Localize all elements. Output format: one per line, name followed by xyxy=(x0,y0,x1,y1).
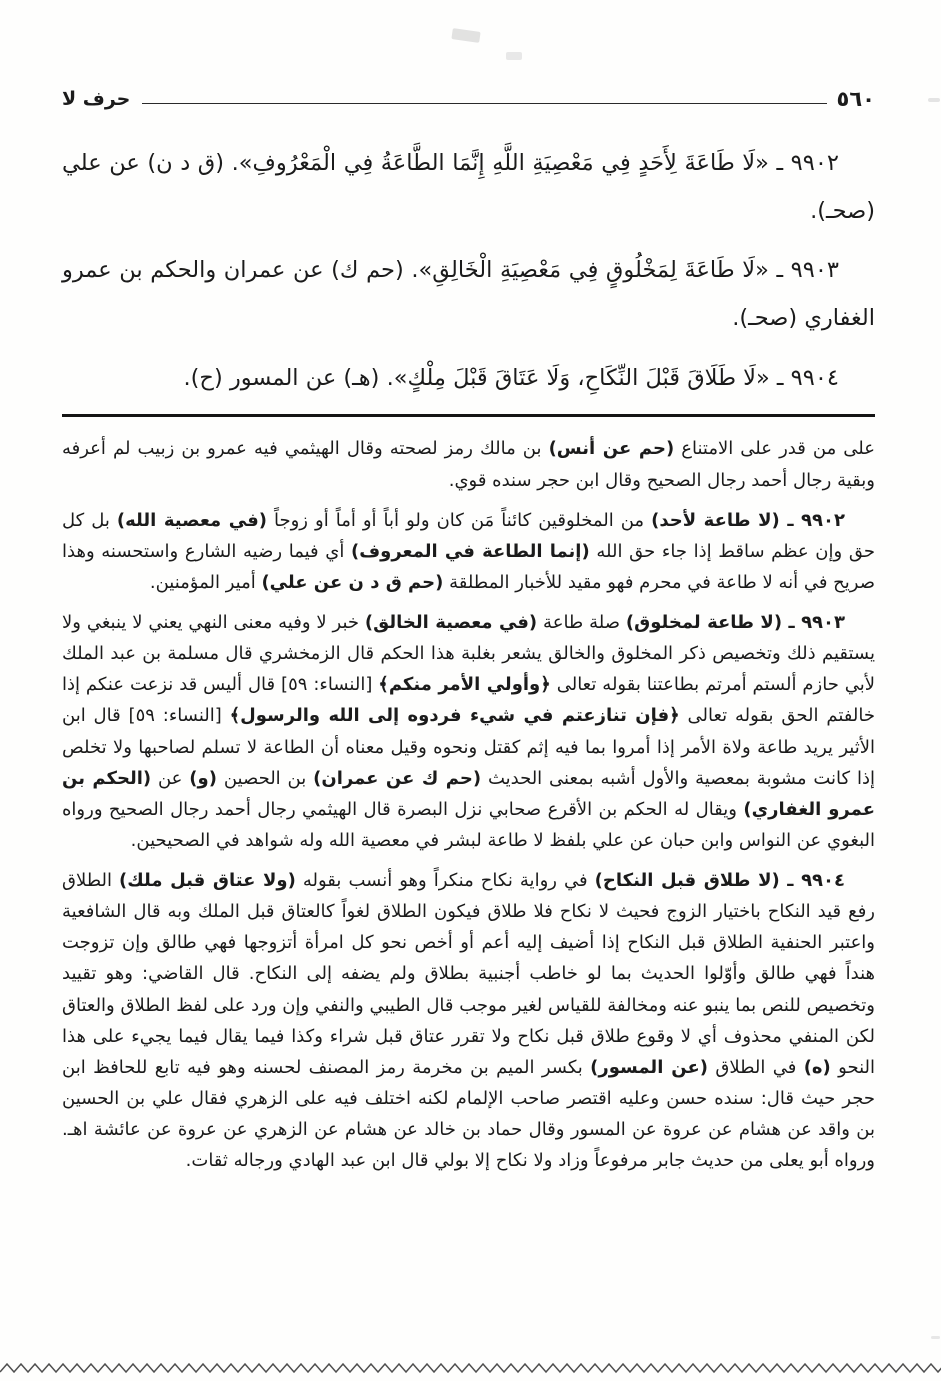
hadith-entry-9902: ٩٩٠٢ ـ «لَا طَاعَةَ لِأَحَدٍ فِي مَعْصِيَةِ اللَّهِ إِنَّمَا الطَّاعَةُ فِي الْمَعْرُوفِ». (ق د ن) عن علي (صحـ). xyxy=(62,150,875,224)
scan-artifact xyxy=(928,98,940,102)
commentary-paragraph-9903: ٩٩٠٣ ـ (لا طاعة لمخلوق) صلة طاعة (في معصية الخالق) خبر لا وفيه معنى النهي يعني لا ينبغي ولا يستقيم ذلك وتخصيص ذكر المخلوق والخالق يشعر بغلبة هذا الحكم قال الزمخشري قال مسلمة بن عبد الملك لأبي حازم ألستم أمرتم بطاعتنا بقوله تعالى ﴿وأولي الأمر منكم﴾ [النساء: ٥٩] قال أليس قد نزعت عنكم إذا خالفتم الحق بقوله تعالى ﴿فإن تنازعتم في شيء فردوه إلى الله والرسول﴾ [النساء: ٥٩] قال ابن الأثير يريد طاعة ولاة الأمر إذا أمروا بما فيه إثم كقتل ونحوه وقيل معناه أن الطاعة لا تسلم لصاحبها ولا تخلص إذا كانت مشوبة بمعصية والأول أشبه بمعنى الحديث (حم ك عن عمران) بن الحصين (و) عن (الحكم بن عمرو الغفاري) ويقال له الحكم بن الأقرع صحابي نزل البصرة قال الهيثمي رجال أحمد رجال الصحيح ورواه البغوي عن النواس وابن حبان عن علي بلفظ لا طاعة لبشر في معصية الله وله شواهد في الصحيحين. xyxy=(62,612,876,851)
scan-artifact xyxy=(506,52,522,60)
page-number: ٥٦٠ xyxy=(836,87,875,111)
hadith-entry-9903: ٩٩٠٣ ـ «لَا طَاعَةَ لِمَخْلُوقٍ فِي مَعْصِيَةِ الْخَالِقِ». (حم ك) عن عمران والحكم بن عمرو الغفاري (صحـ). xyxy=(62,257,875,332)
hadith-section xyxy=(62,140,875,402)
section-title: حرف لا xyxy=(62,88,131,110)
commentary-paragraph-9902: ٩٩٠٢ ـ (لا طاعة لأحد) من المخلوقين كائناً مَن كان ولو أباً أو أماً أو زوجاً (في معصية الله) بل كل حق وإن عظم ساقط إذا جاء حق الله (إنما الطاعة في المعروف) أي فيما رضيه الشارع واستحسنه وهذا صريح في أنه لا طاعة في محرم فهو مقيد للأخبار المطلقة (حم ق د ن عن علي) أمير المؤمنين. xyxy=(62,509,875,593)
commentary-paragraph-continuation: على من قدر على الامتناع (حم عن أنس) بن مالك رمز لصحته وقال الهيثمي فيه عمرو بن زبيب لم أعرفه وبقية رجال أحمد رجال الصحيح وقال ابن حجر سنده قوي. xyxy=(62,438,875,491)
scan-artifact xyxy=(931,1336,940,1339)
commentary-divider xyxy=(62,414,875,417)
bottom-zigzag-border xyxy=(0,1361,941,1375)
commentary-section xyxy=(62,433,875,1176)
hadith-entry-9904: ٩٩٠٤ ـ «لَا طَلَاقَ قَبْلَ النِّكَاحِ، وَلَا عَتَاقَ قَبْلَ مِلْكٍ». (هـ) عن المسور (ح). xyxy=(183,364,839,391)
commentary-paragraph-9904: ٩٩٠٤ ـ (لا طلاق قبل النكاح) في رواية نكاح منكراً وهو أنسب بقوله (ولا عتاق قبل ملك) الطلاق رفع قيد النكاح باختيار الزوج فحيث لا نكاح فلا طلاق فيكون الطلاق لغواً كالعتاق قبل الملك وبه قال الشافعية واعتبر الحنفية الطلاق قبل النكاح إذا أضيف إليه أعم أو أخص نحو كل امرأة أتزوجها فهي طالق وإن تزوجت هنداً فهي طالق وأوّلوا الحديث بما لو خاطب أجنبية بطلاق ولم يضفه إلى النكاح. قال القاضي: وهو تقييد وتخصيص للنص بما ينبو عنه ومخالفة للقياس لغير موجب قال الطيبي والنفي وإن ورد على لفظ الطلاق والعتاق لكن المنفي محذوف أي لا وقوع طلاق قبل نكاح ولا تقرر عتاق قبل شراء وكذا فيما يقال فيما يجيء على هذا النحو (ه) في الطلاق (عن المسور) بكسر الميم بن مخرمة رمز المصنف لحسنه وهو فيه تابع للحافظ ابن حجر حيث قال: سنده حسن وعليه اقتصر صاحب الإلمام لكنه اختلف فيه على الزهري فقال علي بن الحسين بن واقد عن هشام عن عروة عن المسور وقال حماد بن خالد عن هشام عن الزهري عن عروة عن عائشة اهـ. ورواه أبو يعلى من حديث جابر مرفوعاً وزاد ولا نكاح إلا بولي قال ابن عبد الهادي ورجاله ثقات. xyxy=(62,870,875,1172)
header-rule xyxy=(142,103,826,104)
page-header xyxy=(62,84,875,114)
